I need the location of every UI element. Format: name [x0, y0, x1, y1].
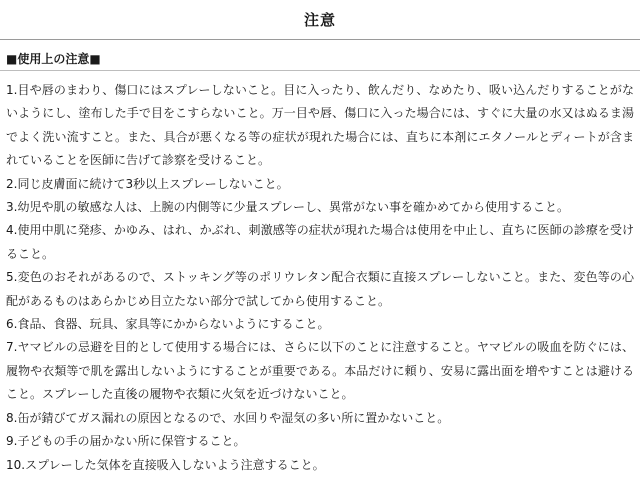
section-heading: ■使用上の注意■	[6, 52, 101, 66]
list-item: 9.子どもの手の届かない所に保管すること。	[6, 434, 246, 449]
page-title: 注意	[0, 0, 640, 40]
list-item: 3.幼児や肌の敏感な人は、上腕の内側等に少量スプレーし、異常がない事を確かめてから使用すること。	[6, 200, 569, 215]
list-item: 1.目や唇のまわり、傷口にはスプレーしないこと。目に入ったり、飲んだり、なめたり、吸い込んだりすることがないようにし、塗布した手で目をこすらないこと。万一目や唇、傷口に入った場合には、すぐに大量の水又はぬるま湯でよく洗い流すこと。また、具合が悪くなる等の症状が現れた場合には、直ちに本剤にエタノールとディートが含まれていることを医師に告げて診察を受けること。	[6, 83, 634, 168]
list-item: 10.スプレーした気体を直接吸入しないよう注意すること。	[6, 457, 325, 472]
list-item: 5.変色のおそれがあるので、ストッキング等のポリウレタン配合衣類に直接スプレーしないこと。また、変色等の心配があるものはあらかじめ目立たない部分で試してから使用すること。	[6, 270, 634, 308]
list-item: 7.ヤマビルの忌避を目的として使用する場合には、さらに以下のことに注意すること。ヤマビルの吸血を防ぐには、履物や衣類等で肌を露出しないようにすることが重要である。本品だけに頼り、安易に露出面を増やすことは避けること。スプレーした直後の履物や衣類に火気を近づけないこと。	[6, 340, 634, 402]
list-item: 6.食品、食器、玩具、家具等にかからないようにすること。	[6, 317, 330, 332]
caution-list	[0, 71, 640, 477]
list-item: 8.缶が錆びてガス漏れの原因となるので、水回りや湿気の多い所に置かないこと。	[6, 410, 450, 425]
list-item: 2.同じ皮膚面に続けて3秒以上スプレーしないこと。	[6, 176, 289, 191]
list-item: 4.使用中肌に発疹、かゆみ、はれ、かぶれ、刺激感等の症状が現れた場合は使用を中止し、直ちに医師の診療を受けること。	[6, 223, 634, 261]
